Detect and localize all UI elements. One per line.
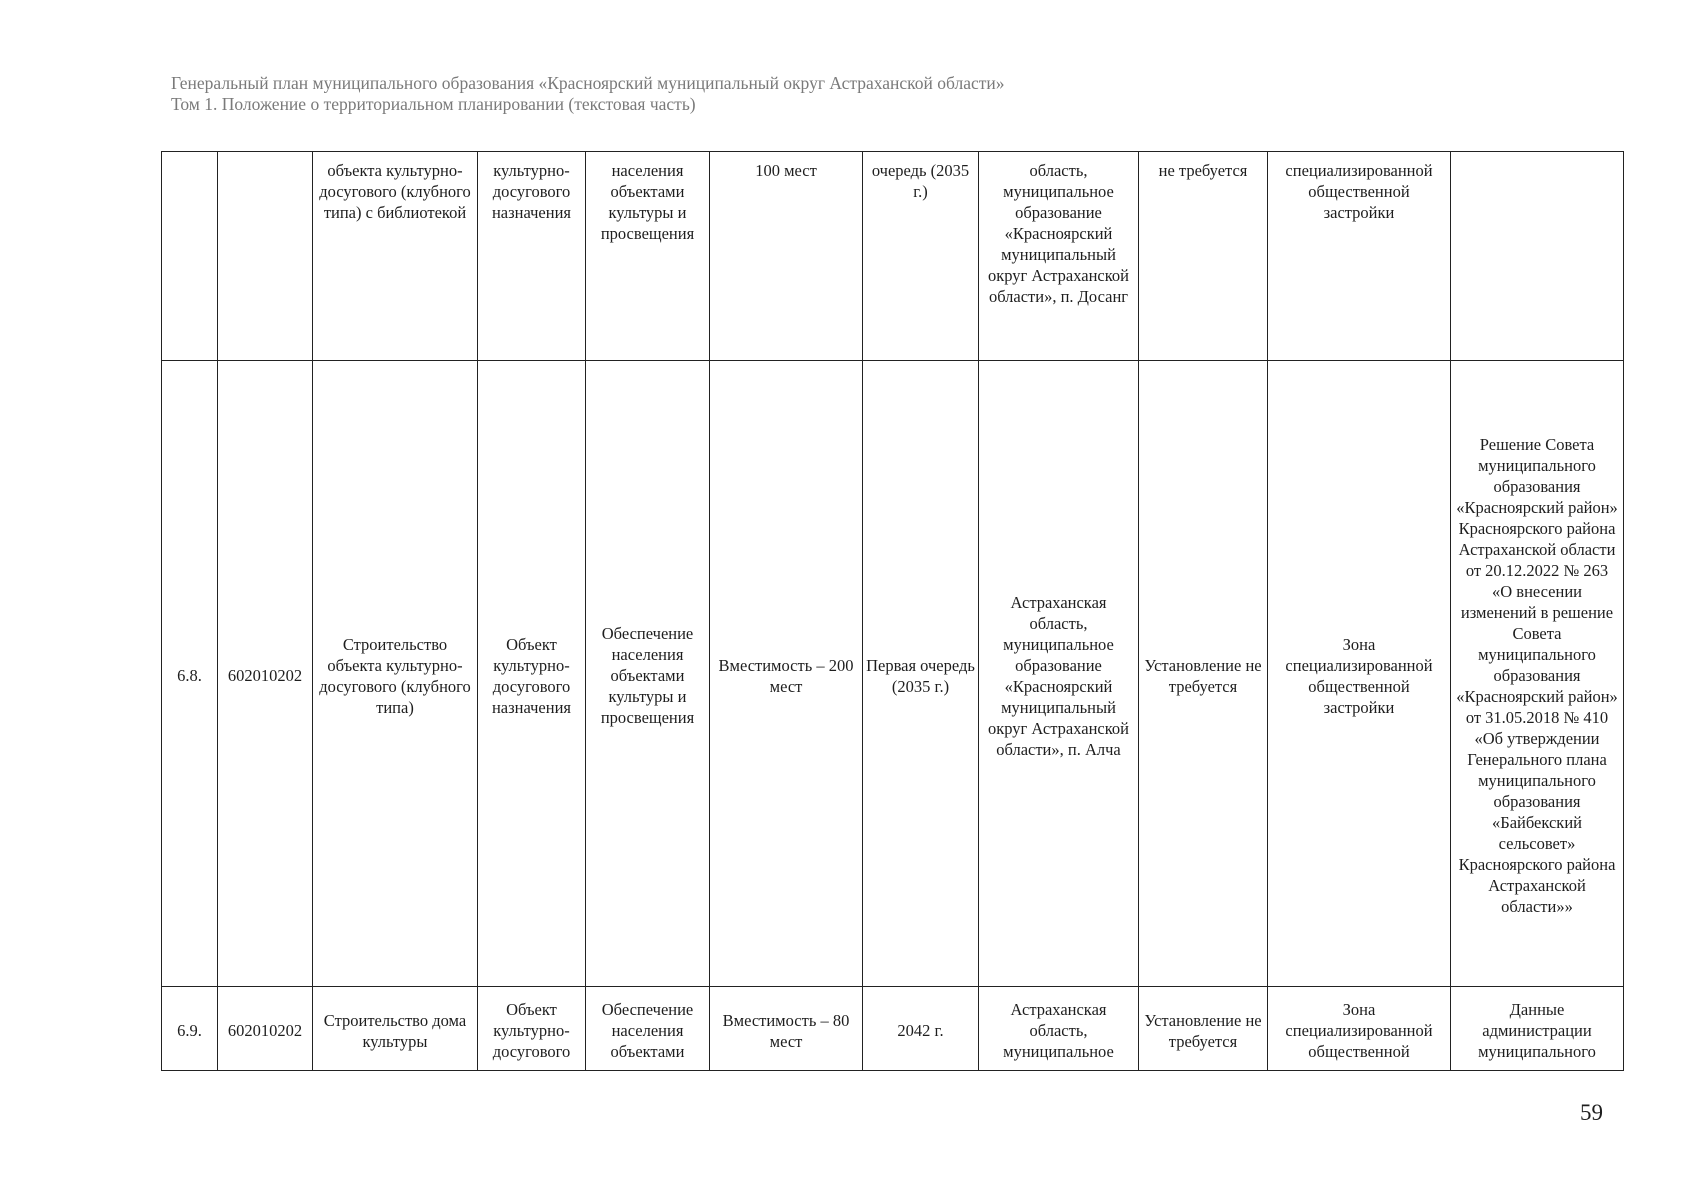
cell-capacity: Вместимость – 80 мест (710, 987, 863, 1071)
cell-purpose: Обеспечение населения объектами культуры и просвещения (586, 361, 710, 987)
cell-code: 602010202 (218, 987, 313, 1071)
table-row (162, 361, 1624, 987)
cell-term: 2042 г. (863, 987, 979, 1071)
cell-code (218, 152, 313, 361)
cell-location: Астраханская область, муниципальное образование «Красноярский муниципальный округ Астраханской области», п. Алча (979, 361, 1139, 987)
header-line-2: Том 1. Положение о территориальном планировании (текстовая часть) (171, 94, 696, 114)
cell-zone: Зона специализированной общественной застройки (1268, 361, 1451, 987)
cell-purpose: Обеспечение населения объектами (586, 987, 710, 1071)
cell-zone-setting: Установление не требуется (1139, 987, 1268, 1071)
cell-zone: специализированной общественной застройки (1268, 152, 1451, 361)
table-row (162, 152, 1624, 361)
cell-name: Строительство объекта культурно-досугового (клубного типа) (313, 361, 478, 987)
cell-num (162, 152, 218, 361)
cell-capacity: 100 мест (710, 152, 863, 361)
cell-term: очередь (2035 г.) (863, 152, 979, 361)
cell-code: 602010202 (218, 361, 313, 987)
cell-basis: Решение Совета муниципального образования «Красноярский район» Красноярского района Астраханской области от 20.12.2022 № 263 «О внесении изменений в решение Совета муниципального образования «Красноярский район» от 31.05.2018 № 410 «Об утверждении Генерального плана муниципального образования «Байбекский сельсовет» Красноярского района Астраханской области»» (1451, 361, 1624, 987)
cell-zone-setting: Установление не требуется (1139, 361, 1268, 987)
cell-num: 6.9. (162, 987, 218, 1071)
cell-location: Астраханская область, муниципальное (979, 987, 1139, 1071)
cell-zone: Зона специализированной общественной (1268, 987, 1451, 1071)
planning-objects-table (161, 151, 1624, 1071)
cell-zone-setting: не требуется (1139, 152, 1268, 361)
cell-basis (1451, 152, 1624, 361)
document-header (171, 73, 1005, 115)
cell-name: объекта культурно-досугового (клубного типа) с библиотекой (313, 152, 478, 361)
table-row (162, 987, 1624, 1071)
cell-type: Объект культурно-досугового назначения (478, 361, 586, 987)
header-line-1: Генеральный план муниципального образования «Красноярский муниципальный округ Астраханской области» (171, 73, 1005, 93)
cell-name: Строительство дома культуры (313, 987, 478, 1071)
cell-basis: Данные администрации муниципального (1451, 987, 1624, 1071)
cell-capacity: Вместимость – 200 мест (710, 361, 863, 987)
cell-location: область, муниципальное образование «Красноярский муниципальный округ Астраханской области», п. Досанг (979, 152, 1139, 361)
cell-num: 6.8. (162, 361, 218, 987)
cell-term: Первая очередь (2035 г.) (863, 361, 979, 987)
cell-type: культурно-досугового назначения (478, 152, 586, 361)
cell-type: Объект культурно-досугового (478, 987, 586, 1071)
cell-purpose: населения объектами культуры и просвещения (586, 152, 710, 361)
page-number: 59 (1580, 1100, 1603, 1125)
